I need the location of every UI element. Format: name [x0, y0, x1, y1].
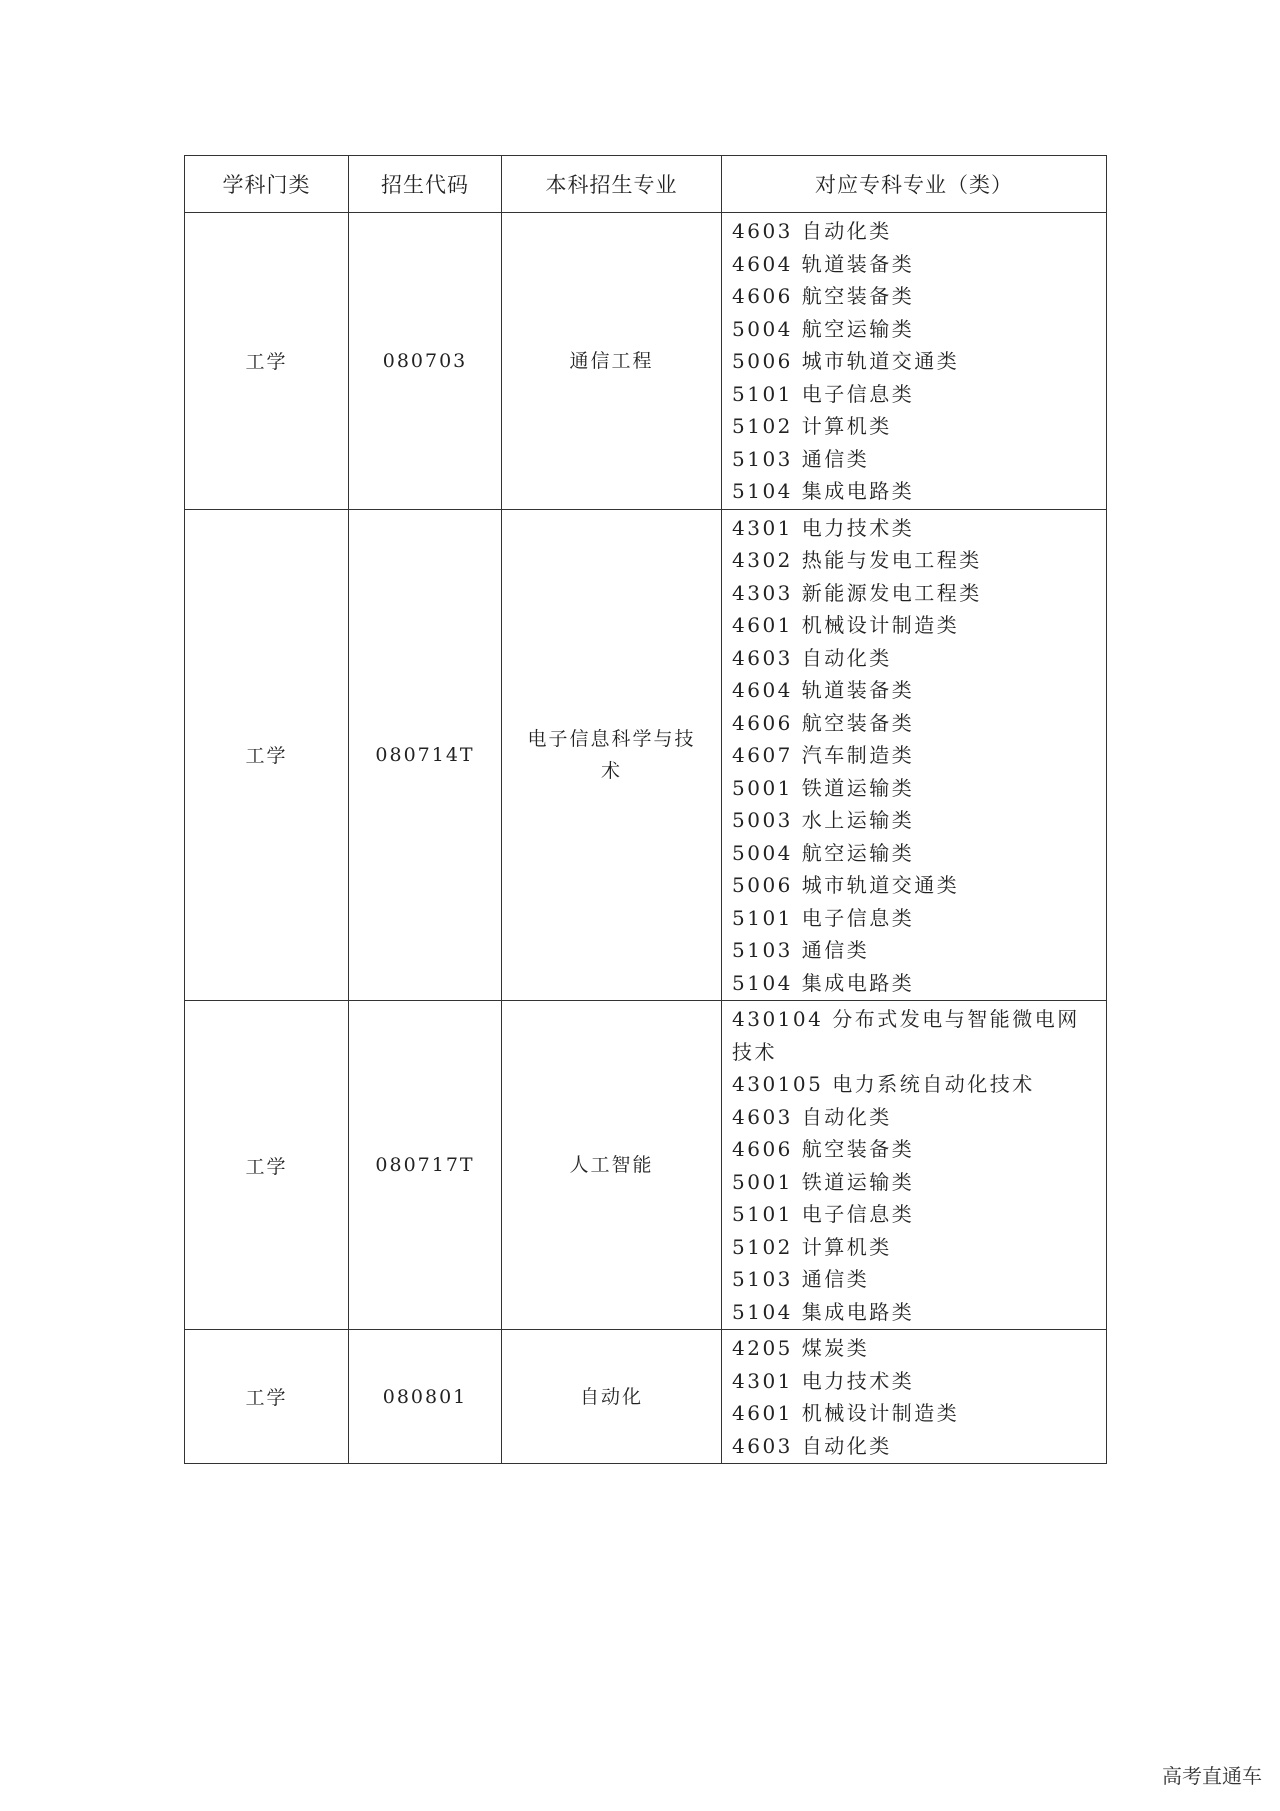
list-item: 5003 水上运输类 — [732, 808, 915, 832]
cell-related-list — [722, 1330, 1107, 1464]
table-header-row — [185, 156, 1107, 213]
list-item: 5004 航空运输类 — [732, 316, 915, 341]
cell-major: 电子信息科学与技术 — [502, 509, 722, 1001]
table-row — [185, 213, 1107, 510]
table-row — [185, 1330, 1107, 1464]
list-item: 5001 铁道运输类 — [732, 1169, 915, 1194]
list-item: 4606 航空装备类 — [732, 284, 915, 308]
list-item: 5101 电子信息类 — [732, 381, 915, 406]
header-major: 本科招生专业 — [502, 156, 722, 213]
list-item: 5102 计算机类 — [732, 414, 892, 438]
list-item: 5104 集成电路类 — [732, 970, 915, 995]
header-related: 对应专科专业（类） — [722, 156, 1107, 213]
cell-related-list — [722, 509, 1107, 1001]
list-item: 5006 城市轨道交通类 — [732, 873, 960, 897]
cell-category: 工学 — [185, 213, 349, 510]
cell-category: 工学 — [185, 1330, 349, 1464]
table-row — [185, 1001, 1107, 1330]
cell-related-list — [722, 1001, 1107, 1330]
table-body — [185, 213, 1107, 1464]
cell-category: 工学 — [185, 1001, 349, 1330]
cell-major: 通信工程 — [502, 213, 722, 510]
list-item: 5102 计算机类 — [732, 1234, 892, 1259]
cell-related-list — [722, 213, 1107, 510]
list-item: 4601 机械设计制造类 — [732, 1401, 960, 1425]
list-item: 5103 通信类 — [732, 1267, 870, 1291]
cell-category: 工学 — [185, 509, 349, 1001]
cell-code: 080714T — [349, 509, 502, 1001]
list-item: 5103 通信类 — [732, 938, 870, 962]
cell-code: 080717T — [349, 1001, 502, 1330]
cell-code: 080801 — [349, 1330, 502, 1464]
list-item: 4603 自动化类 — [732, 645, 892, 670]
list-item: 5004 航空运输类 — [732, 840, 915, 865]
list-item: 4205 煤炭类 — [732, 1336, 870, 1360]
list-item: 5006 城市轨道交通类 — [732, 349, 960, 373]
list-item: 4603 自动化类 — [732, 1433, 892, 1458]
table-row — [185, 509, 1107, 1001]
cell-code: 080703 — [349, 213, 502, 510]
list-item: 5101 电子信息类 — [732, 1202, 915, 1226]
list-item: 4301 电力技术类 — [732, 515, 915, 540]
list-item: 4603 自动化类 — [732, 1104, 892, 1129]
list-item: 4607 汽车制造类 — [732, 743, 915, 767]
list-item: 4302 热能与发电工程类 — [732, 548, 982, 572]
list-item: 4303 新能源发电工程类 — [732, 580, 982, 605]
list-item: 4606 航空装备类 — [732, 710, 915, 735]
watermark-text: 高考直通车 — [1162, 1764, 1262, 1788]
cell-major: 自动化 — [502, 1330, 722, 1464]
major-mapping-table — [184, 155, 1107, 1464]
list-item: 4604 轨道装备类 — [732, 678, 915, 702]
list-item: 4603 自动化类 — [732, 219, 892, 243]
list-item: 4606 航空装备类 — [732, 1137, 915, 1161]
cell-major: 人工智能 — [502, 1001, 722, 1330]
list-item: 4604 轨道装备类 — [732, 251, 915, 276]
list-item: 4601 机械设计制造类 — [732, 613, 960, 637]
list-item: 5103 通信类 — [732, 446, 870, 471]
list-item: 5104 集成电路类 — [732, 1299, 915, 1324]
header-code: 招生代码 — [349, 156, 502, 213]
list-item: 4301 电力技术类 — [732, 1368, 915, 1393]
header-category: 学科门类 — [185, 156, 349, 213]
list-item: 430105 电力系统自动化技术 — [732, 1072, 1035, 1096]
list-item: 5001 铁道运输类 — [732, 775, 915, 800]
list-item: 5101 电子信息类 — [732, 905, 915, 930]
list-item: 5104 集成电路类 — [732, 479, 915, 503]
list-item: 430104 分布式发电与智能微电网技术 — [732, 1007, 1080, 1064]
